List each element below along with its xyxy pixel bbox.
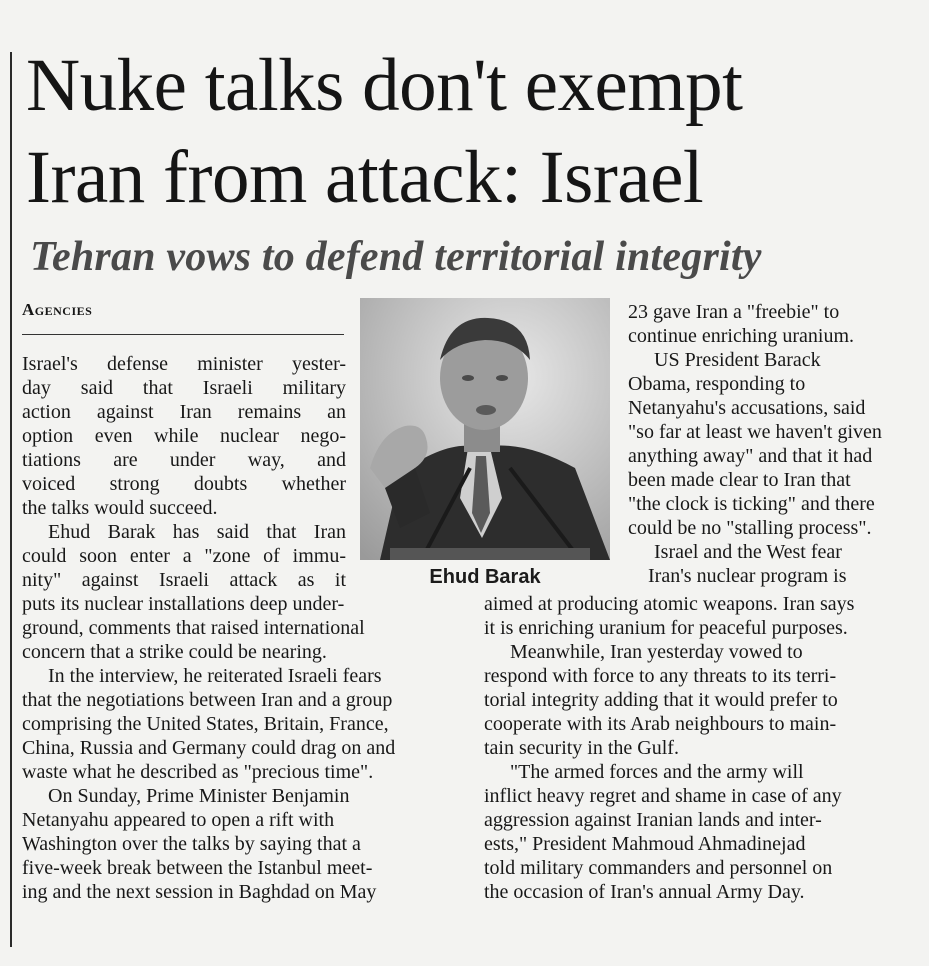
body-line: cooperate with its Arab neighbours to main- xyxy=(484,713,837,735)
body-line: puts its nuclear installations deep under- xyxy=(22,593,345,615)
body-line: anything away" and that it had xyxy=(628,445,873,467)
body-line: continue enriching uranium. xyxy=(628,325,855,347)
body-line: China, Russia and Germany could drag on and xyxy=(22,737,396,759)
body-line: Ehud Barak has said that Iran xyxy=(48,521,346,543)
body-line: nity" against Israeli attack as it xyxy=(22,569,346,591)
photo-caption: Ehud Barak xyxy=(429,566,541,588)
body-line: Iran's nuclear program is xyxy=(648,565,847,587)
body-line: Netanyahu's accusations, said xyxy=(628,397,866,419)
subheadline: Tehran vows to defend territorial integrity xyxy=(30,234,762,280)
body-line: tiations are under way, and xyxy=(22,449,346,471)
body-line: been made clear to Iran that xyxy=(628,469,851,491)
body-line: ing and the next session in Baghdad on May xyxy=(22,881,377,903)
body-line: voiced strong doubts whether xyxy=(22,473,346,495)
body-line: aggression against Iranian lands and inter- xyxy=(484,809,822,831)
body-line: inflict heavy regret and shame in case of any xyxy=(484,785,842,807)
body-line: "so far at least we haven't given xyxy=(628,421,882,443)
column-rule xyxy=(10,52,12,947)
body-line: "The armed forces and the army will xyxy=(510,761,804,783)
body-line: that the negotiations between Iran and a group xyxy=(22,689,393,711)
body-line: tain security in the Gulf. xyxy=(484,737,679,759)
body-line: aimed at producing atomic weapons. Iran says xyxy=(484,593,855,615)
byline-divider xyxy=(22,334,344,335)
headline-line: Nuke talks don't exempt xyxy=(26,44,743,127)
photo-image xyxy=(360,298,610,560)
body-line: On Sunday, Prime Minister Benjamin xyxy=(48,785,350,807)
body-line: Washington over the talks by saying that a xyxy=(22,833,361,855)
body-line: "the clock is ticking" and there xyxy=(628,493,875,515)
body-line: could be no "stalling process". xyxy=(628,517,872,539)
news-photo xyxy=(360,298,610,560)
body-line: Israel and the West fear xyxy=(654,541,842,563)
body-line: Meanwhile, Iran yesterday vowed to xyxy=(510,641,803,663)
body-line: US President Barack xyxy=(654,349,821,371)
body-line: action against Iran remains an xyxy=(22,401,346,423)
body-line: the occasion of Iran's annual Army Day. xyxy=(484,881,805,903)
body-line: Netanyahu appeared to open a rift with xyxy=(22,809,335,831)
body-line: ests," President Mahmoud Ahmadinejad xyxy=(484,833,806,855)
body-line: respond with force to any threats to its terri- xyxy=(484,665,837,687)
body-line: 23 gave Iran a "freebie" to xyxy=(628,301,840,323)
headline xyxy=(26,40,926,224)
byline: Agencies xyxy=(22,300,93,319)
body-line: In the interview, he reiterated Israeli fears xyxy=(48,665,382,687)
body-line: torial integrity adding that it would prefer to xyxy=(484,689,838,711)
body-line: Israel's defense minister yester- xyxy=(22,353,346,375)
body-line: waste what he described as "precious time". xyxy=(22,761,374,783)
body-line: comprising the United States, Britain, France, xyxy=(22,713,389,735)
body-line: the talks would succeed. xyxy=(22,497,218,519)
body-line: it is enriching uranium for peaceful purposes. xyxy=(484,617,848,639)
body-line: told military commanders and personnel on xyxy=(484,857,833,879)
headline-line: Iran from attack: Israel xyxy=(26,136,704,219)
body-line: day said that Israeli military xyxy=(22,377,346,399)
body-line: option even while nuclear nego- xyxy=(22,425,346,447)
body-line: concern that a strike could be nearing. xyxy=(22,641,327,663)
body-line: ground, comments that raised international xyxy=(22,617,365,639)
body-line: could soon enter a "zone of immu- xyxy=(22,545,346,567)
body-line: Obama, responding to xyxy=(628,373,806,395)
body-line: five-week break between the Istanbul meet- xyxy=(22,857,373,879)
